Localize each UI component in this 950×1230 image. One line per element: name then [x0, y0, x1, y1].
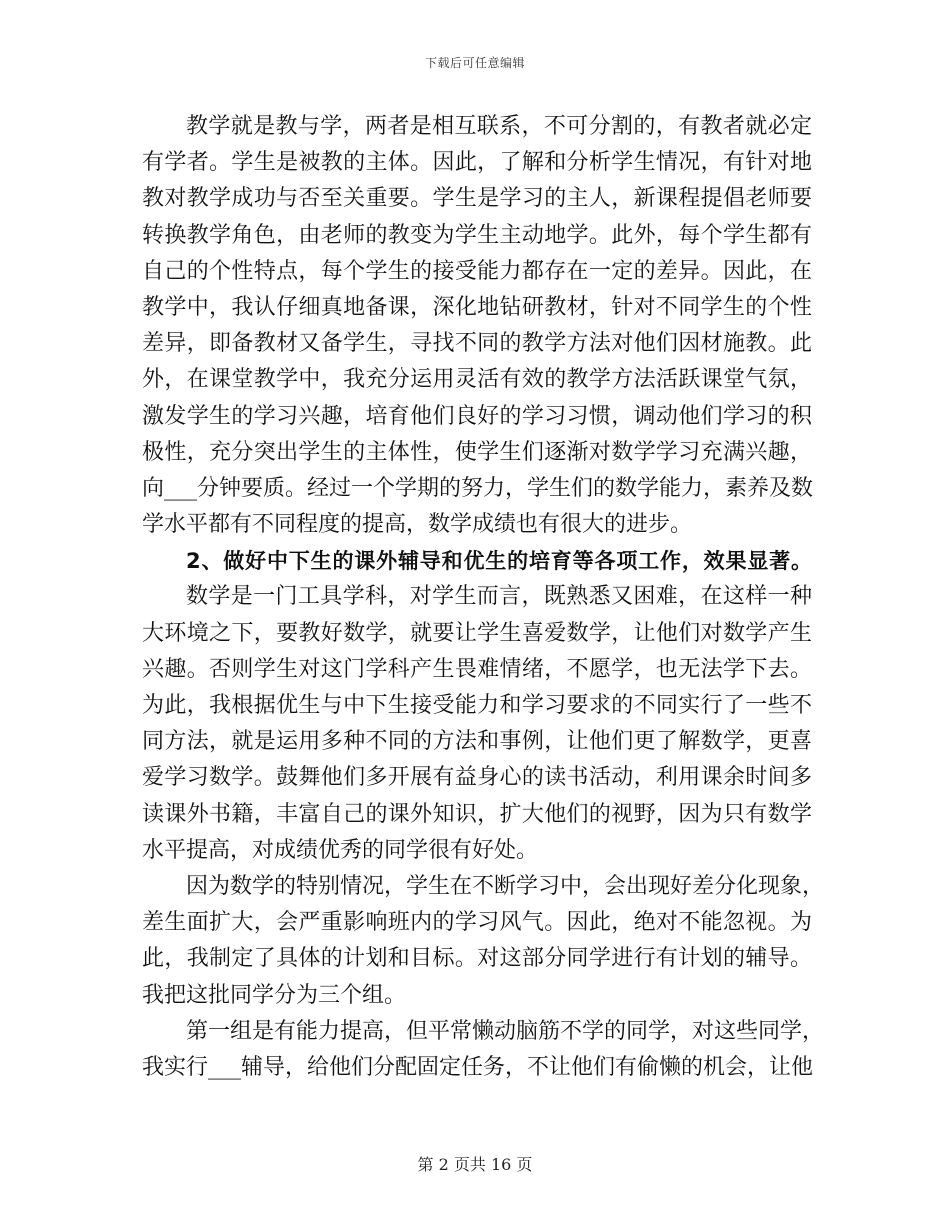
document-body — [142, 109, 825, 1086]
text-line: 激发学生的学习兴趣，培育他们良好的学习习惯，调动他们学习的积 — [142, 403, 812, 429]
text-line: 教学就是教与学，两者是相互联系，不可分割的，有教者就必定 — [186, 114, 812, 139]
text-line: 教对教学成功与否至关重要。学生是学习的主人，新课程提倡老师要 — [142, 186, 812, 212]
text-line: 因为数学的特别情况，学生在不断学习中，会出现好差分化现象， — [186, 873, 825, 899]
text-line: 读课外书籍，丰富自己的课外知识，扩大他们的视野，因为只有数学 — [142, 801, 812, 827]
text-line: 我把这批同学分为三个组。 — [142, 982, 407, 1008]
section-heading: 2、做好中下生的课外辅导和优生的培育等各项工作，效果显著。 — [186, 549, 812, 574]
text-line: 学水平都有不同程度的提高，数学成绩也有很大的进步。 — [142, 512, 693, 538]
text-line: 外，在课堂教学中，我充分运用灵活有效的教学方法活跃课堂气氛， — [142, 367, 812, 393]
text-line: 差异，即备教材又备学生，寻找不同的教学方法对他们因材施教。此 — [142, 331, 812, 357]
text-line: 差生面扩大，会严重影响班内的学习风气。因此，绝对不能忽视。为 — [142, 910, 812, 936]
text-line: 极性，充分突出学生的主体性，使学生们逐渐对数学学习充满兴趣， — [142, 439, 812, 465]
text-line: 自己的个性特点，每个学生的接受能力都存在一定的差异。因此，在 — [142, 258, 812, 284]
text-line: 转换教学角色，由老师的教变为学生主动地学。此外，每个学生都有 — [142, 222, 812, 248]
page-header: 下载后可任意编辑 — [424, 56, 525, 70]
text-line: 第一组是有能力提高，但平常懒动脑筋不学的同学，对这些同学， — [186, 1018, 825, 1044]
text-line: 兴趣。否则学生对这门学科产生畏难情绪，不愿学，也无法学下去。 — [142, 656, 812, 682]
page-footer: 第 2 页共 16 页 — [417, 1155, 533, 1174]
text-line: 同方法，就是运用多种不同的方法和事例，让他们更了解数学，更喜 — [142, 729, 812, 755]
text-line: 我实行___辅导，给他们分配固定任务，不让他们有偷懒的机会，让他 — [142, 1054, 814, 1080]
text-line: 数学是一门工具学科，对学生而言，既熟悉又困难，在这样一种 — [186, 584, 812, 610]
text-line: 为此，我根据优生与中下生接受能力和学习要求的不同实行了一些不 — [142, 693, 812, 718]
text-line: 大环境之下，要教好数学，就要让学生喜爱数学，让他们对数学产生 — [142, 620, 812, 646]
text-line: 教学中，我认仔细真地备课，深化地钻研教材，针对不同学生的个性 — [142, 294, 812, 320]
text-line: 爱学习数学。鼓舞他们多开展有益身心的读书活动，利用课余时间多 — [142, 765, 812, 791]
text-line: 有学者。学生是被教的主体。因此，了解和分析学生情况，有针对地 — [142, 150, 812, 176]
text-line: 此，我制定了具体的计划和目标。对这部分同学进行有计划的辅导。 — [142, 946, 812, 972]
text-line: 向___分钟要质。经过一个学期的努力，学生们的数学能力，素养及数 — [142, 475, 814, 501]
text-line: 水平提高，对成绩优秀的同学很有好处。 — [142, 837, 539, 863]
